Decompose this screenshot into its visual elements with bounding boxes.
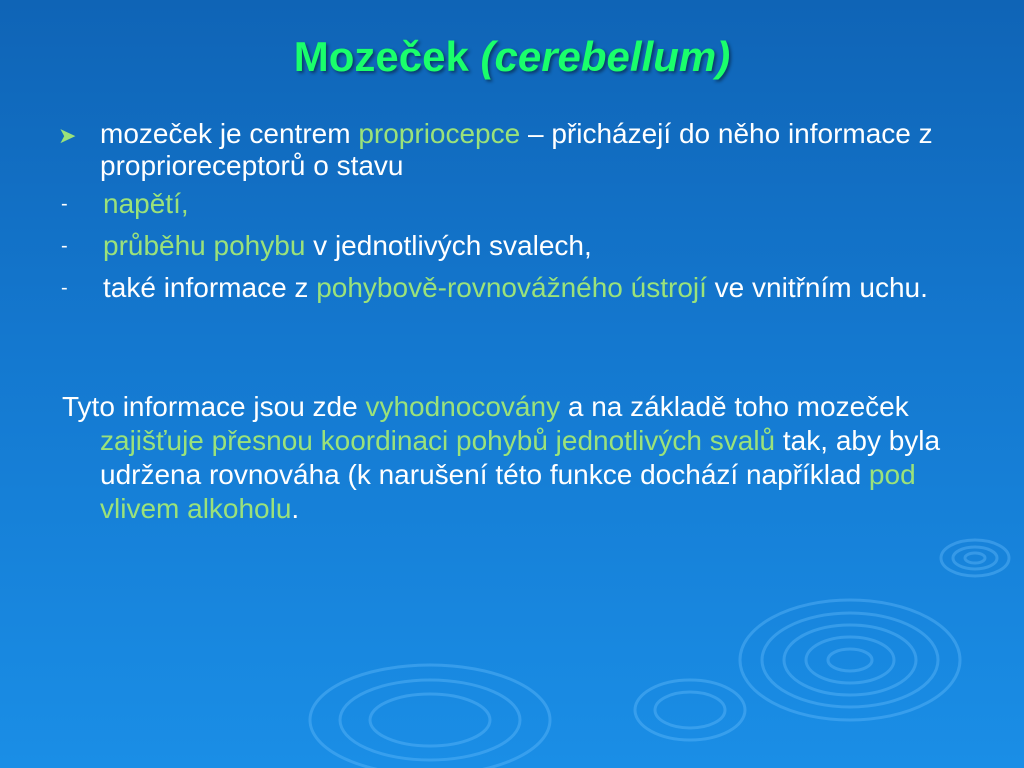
text-span: v jednotlivých svalech, bbox=[305, 230, 592, 261]
sub-item-rovnovazne-ustroji bbox=[58, 272, 978, 304]
slide-title bbox=[0, 34, 1024, 80]
text-span: mozeček je centrem bbox=[100, 118, 359, 149]
dash-bullet-icon: - bbox=[61, 277, 68, 299]
bullet-main-text bbox=[100, 118, 978, 182]
text-span: . bbox=[291, 493, 300, 524]
arrow-bullet-icon: ➤ bbox=[58, 123, 77, 148]
text-span: Tyto informace jsou zde bbox=[62, 391, 366, 422]
title-main: Mozeček bbox=[293, 33, 469, 80]
dash-bullet-icon: - bbox=[61, 235, 68, 257]
sub-item-napeti bbox=[58, 188, 978, 220]
highlight-vyhodnocovany: vyhodnocovány bbox=[365, 391, 561, 422]
sub-item-prubeh-pohybu bbox=[58, 230, 978, 262]
highlight-koordinace: zajišťuje přesnou koordinaci pohybů jednotlivých svalů bbox=[100, 425, 776, 456]
highlight-propriocepce: propriocepce bbox=[358, 118, 521, 149]
bullet-main bbox=[58, 118, 978, 182]
text-span: – přicházejí do něho informace z proprioreceptorů o stavu bbox=[100, 118, 933, 181]
highlight-napeti: napětí, bbox=[103, 188, 189, 219]
text-span: a na základě toho mozeček bbox=[560, 391, 909, 422]
text-span: ve vnitřním uchu. bbox=[706, 272, 928, 303]
title-latin: (cerebellum) bbox=[480, 33, 731, 80]
highlight-rovnovazne-ustroji: pohybově-rovnovážného ústrojí bbox=[316, 272, 707, 303]
highlight-alkohol: pod vlivem alkoholu bbox=[100, 459, 916, 524]
highlight-prubehu-pohybu: průběhu pohybu bbox=[103, 230, 306, 261]
text-span: tak, aby byla udržena rovnováha (k narušení této funkce dochází například bbox=[100, 425, 941, 490]
text-span: také informace z bbox=[103, 272, 317, 303]
bullet-list bbox=[58, 118, 978, 304]
dash-bullet-icon: - bbox=[61, 193, 68, 215]
summary-paragraph bbox=[62, 390, 1000, 526]
